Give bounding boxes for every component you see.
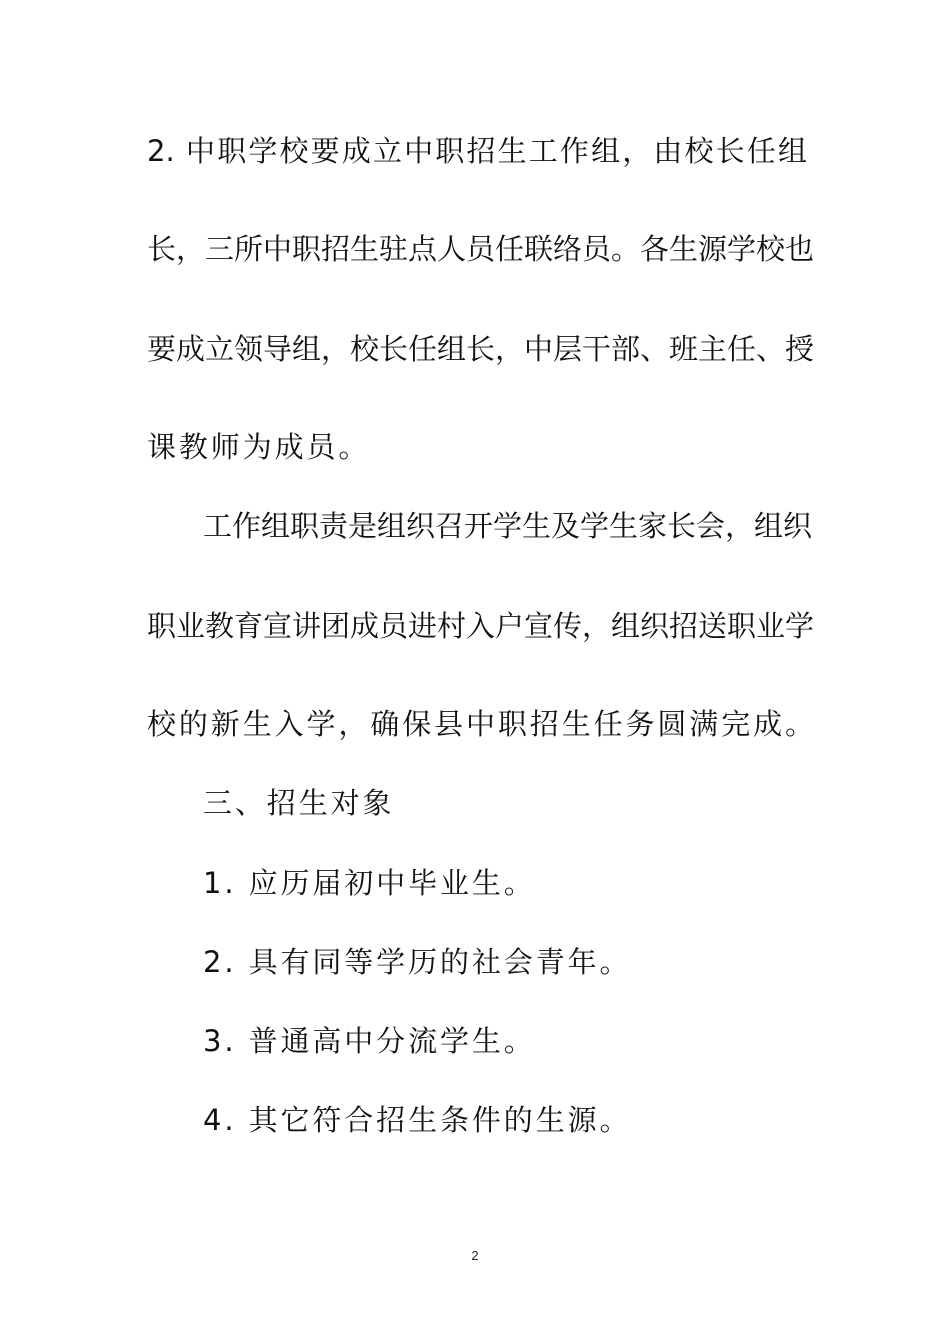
list-item: 2. 具有同等学历的社会青年。 [203, 945, 632, 979]
list-item: 1. 应历届初中毕业生。 [203, 866, 536, 900]
page-number: 2 [471, 1248, 479, 1263]
list-item: 4. 其它符合招生条件的生源。 [203, 1103, 632, 1137]
paragraph-line: 2. 中职学校要成立中职招生工作组，由校长任组 [147, 134, 807, 168]
paragraph-line: 职业教育宣讲团成员进村入户宣传，组织招送职业学 [147, 609, 815, 643]
paragraph-line: 课教师为成员。 [147, 430, 371, 464]
section-heading: 三、招生对象 [203, 786, 395, 820]
paragraph-line: 长，三所中职招生驻点人员任联络员。各生源学校也 [147, 232, 815, 266]
paragraph-line: 校的新生入学，确保县中职招生任务圆满完成。 [147, 707, 817, 741]
paragraph-line: 工作组职责是组织召开学生及学生家长会，组织 [203, 509, 813, 543]
list-item: 3. 普通高中分流学生。 [203, 1024, 536, 1058]
paragraph-line: 要成立领导组，校长任组长，中层干部、班主任、授 [147, 332, 815, 366]
